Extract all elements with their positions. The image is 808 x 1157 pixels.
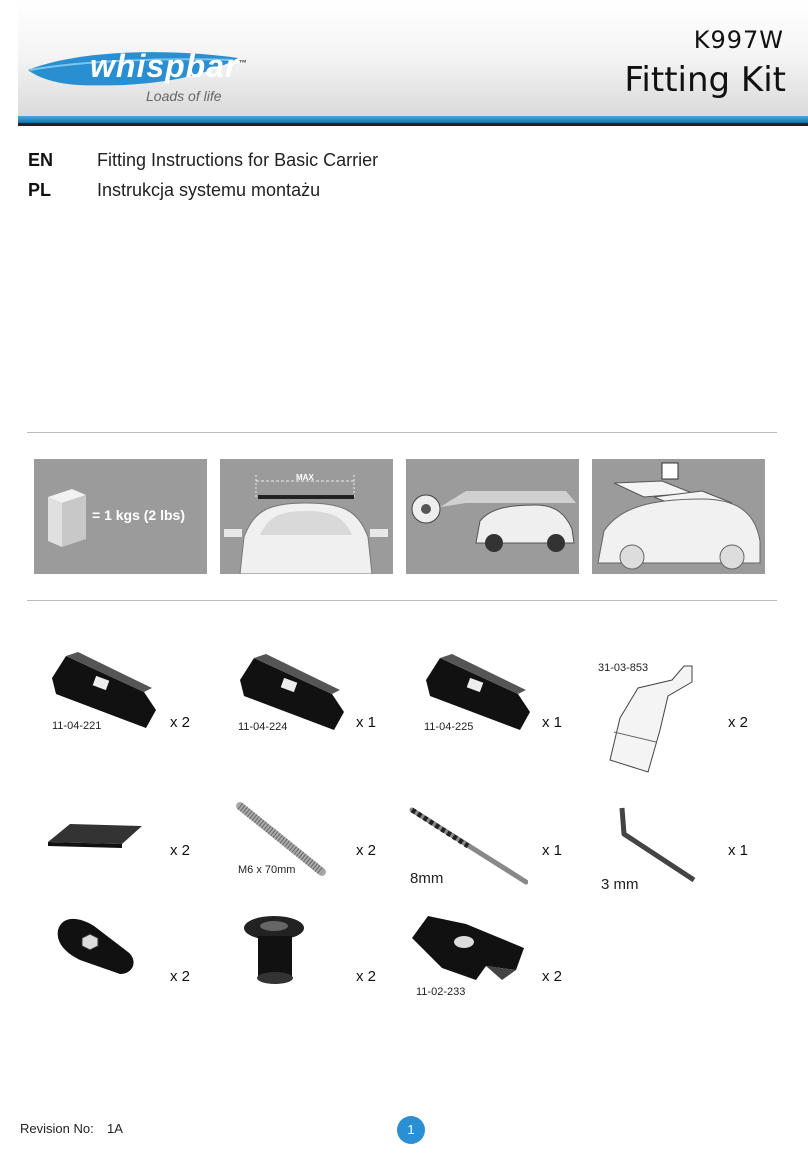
part-code: 8mm [410,870,444,887]
part-code: 31-03-853 [598,662,649,674]
brand-name: whispbar™ [90,48,248,84]
lang-text-en: Fitting Instructions for Basic Carrier [97,150,379,170]
max-label: MAX [296,473,314,482]
part-code: 3 mm [601,876,639,893]
header-rule [18,116,808,123]
max-spread-panel [220,459,393,574]
part-code: 11-04-224 [238,721,288,733]
part-qty: x 2 [356,968,377,985]
part-qty: x 2 [542,968,563,985]
trademark-symbol: ™ [238,58,248,68]
weight-label: = 1 kgs (2 lbs) [92,507,185,523]
part-qty: x 2 [356,842,377,859]
lang-text-pl: Instrukcja systemu montażu [97,180,321,200]
part-code: 11-04-225 [424,721,474,733]
tape-measure-panel [406,459,579,574]
rubber-pad-icon [46,822,146,852]
divider [27,600,777,601]
grommet-icon [240,910,312,988]
part-code: 11-04-221 [52,720,102,732]
part-qty: x 2 [170,714,191,731]
car-with-roof-load-icon [592,459,765,574]
allen-key-icon [606,804,706,884]
lang-code-en: EN [28,150,54,170]
brand-tagline: Loads of life [146,88,222,104]
revision-value: 1A [107,1121,123,1136]
weight-box-icon [42,481,92,551]
part-code: 11-02-233 [416,986,466,998]
header-rule-dark [18,123,808,126]
model-number: K997W [693,26,784,54]
part-qty: x 1 [356,714,377,731]
part-qty: x 2 [170,842,191,859]
nut-plate-icon [54,912,139,978]
page-title: Fitting Kit [624,60,786,100]
tape-measure-car-icon [406,459,579,574]
part-qty: x 1 [542,714,563,731]
part-qty: x 1 [542,842,563,859]
part-qty: x 2 [728,714,749,731]
weight-panel [34,459,207,574]
lang-code-pl: PL [28,180,52,200]
clamp-11-02-233-icon [406,908,530,992]
part-qty: x 1 [728,842,749,859]
page-number-badge: 1 [397,1116,425,1144]
part-code: M6 x 70mm [238,864,296,876]
loaded-car-panel [592,459,765,574]
part-qty: x 2 [170,968,191,985]
divider [27,432,777,433]
revision-label: Revision No: [20,1121,94,1136]
bracket-31-03-853-icon [598,660,718,782]
